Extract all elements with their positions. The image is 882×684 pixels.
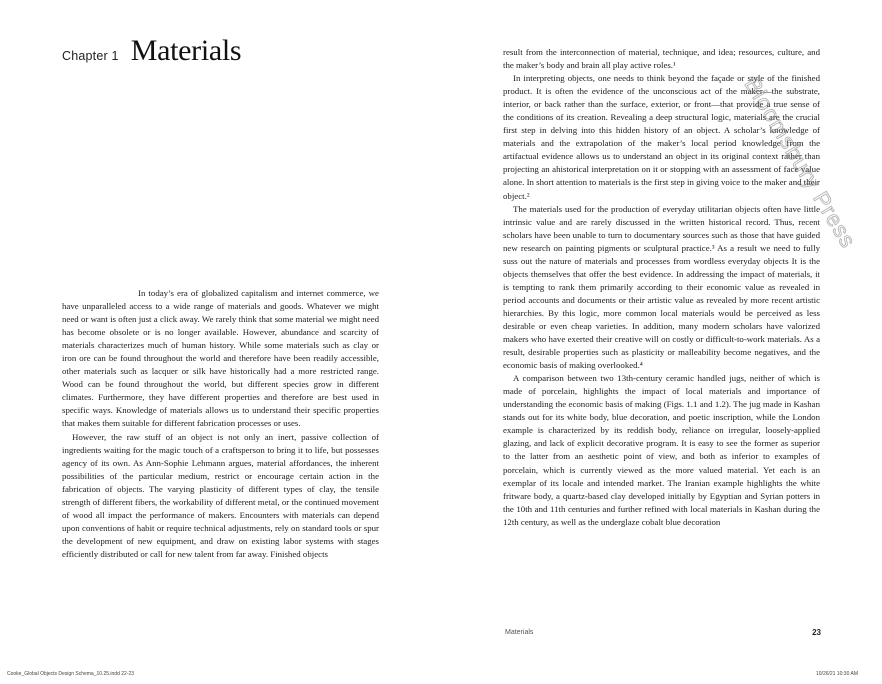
watermark: Bloomsbury Press bbox=[739, 72, 862, 253]
chapter-label: Chapter 1 bbox=[62, 49, 119, 63]
chapter-title: Materials bbox=[130, 34, 242, 67]
paragraph: The materials used for the production of everyday utilitarian objects often have little intrinsic value and are rarely discussed in the written historical record. Thus, recent scholars have been unable to turn to documentary sources such as those that have guided new research on painting pigments or sculptural practice.³ As a result we need to fully suss out the nature of materials and processes from wordless everyday objects It is the objects themselves that offer the best evidence. In addressing the impact of materials, it is tempting to rank them primarily according to their economic value as revealed in period accounts and documents or their artistic value as revealed by more recent artistic hierarchies. By this logic, more common local materials would be perceived as less desirable or even cheap varieties. In addition, many modern scholars have valorized makers who have exerted their creative will on costly or difficult-to-work materials. As a result, desirable properties such as plasticity or malleability become negatives, and the economic basis of making overlooked.⁴ bbox=[503, 203, 820, 371]
slug-datetime: 10/26/21 10:30 AM bbox=[816, 671, 858, 677]
paragraph: In interpreting objects, one needs to think beyond the façade or style of the finished product. It is often the evidence of the unconscious act of the maker—the substrate, interior, or back rather than the surface, exterior, or front—that provide a true sense of the conditions of its creation. Revealing a deep structural logic, materials are the crucial first step in delving into this hidden history of an object. A scholar’s knowledge of materials and the extrapolation of the maker’s local period knowledge from the artifactual evidence allows us to understand an object in its original context rather than projecting an ahistorical interpretation on it or stopping with an assessment of face value alone. In short attention to materials is the first step in giving voice to the maker and their object.² bbox=[503, 73, 820, 201]
right-text-column bbox=[503, 46, 820, 529]
paragraph: In today’s era of globalized capitalism and internet commerce, we have unparalleled access to a wide range of materials and goods. Whatever we might need or want is often just a click away. We rarely think that some material we might need has become obsolete or is no longer available. However, abundance and scarcity of materials characterizes much of human history. While some materials such as clay or iron ore can be found throughout the world and therefore have been readily accessible, other materials such as lacquer or silk have historically had a more restricted range. Wood can be found throughout the world, but different species grow in different climates. Furthermore, they have different properties and therefore are best used in specific ways. Knowledge of materials allows us to understand their specific properties that makes them suitable for different fabrication processes or uses. bbox=[62, 288, 379, 429]
paragraph: A comparison between two 13th-century ceramic handled jugs, neither of which is made of porcelain, highlights the impact of local materials and importance of understanding the economic basis of making (Figs. 1.1 and 1.2). The jug made in Kashan stands out for its white body, blue decoration, and poetic inscription, while the London example is characterized by its reddish body, reliance on irregular, loosely-applied glazing, and lack of explicit decorative program. It is easy to see the former as superior to the latter from an aesthetic point of view, and both as inferior to examples of porcelain, which is currently viewed as the more valued material. Yet each is an exemplar of its locale and intended market. The Iranian example highlights the white fritware body, a quartz-based clay developed initially by Egyptian and Syrian potters in the 10th and 11th centuries and further refined with local materials in Kashan during the 12th century, as well as the underglaze cobalt blue decoration bbox=[503, 373, 820, 527]
running-footer: Materials bbox=[505, 629, 534, 636]
left-text-column bbox=[62, 287, 379, 561]
page-number: 23 bbox=[812, 628, 821, 637]
paragraph: result from the interconnection of material, technique, and idea; resources, culture, and the maker’s body and brain all play active roles.¹ bbox=[503, 47, 820, 71]
paragraph: However, the raw stuff of an object is not only an inert, passive collection of ingredients waiting for the magic touch of a craftsperson to bring it to life, but possesses agency of its own. As Ann-Sophie Lehmann argues, material affordances, the inherent possibilities of the particular medium, restrict or encourage certain action in the fabrication of objects. The varying plasticity of different types of clay, the tensile strength of different fibers, the workability of different metal, or the continued movement of wood all impact the performance of makers. Encounters with materials can depend upon conventions of habit or require technical adjustments, rely on standard tools or spur the development of new equipment, and draw on existing labor systems with stages efficiently distributed or call for new talent from far away. Finished objects bbox=[62, 431, 379, 559]
chapter-heading bbox=[62, 34, 241, 68]
slug-file-info: Cooke_Global Objects Design Schema_10.25.indd 22-23 bbox=[7, 671, 135, 677]
